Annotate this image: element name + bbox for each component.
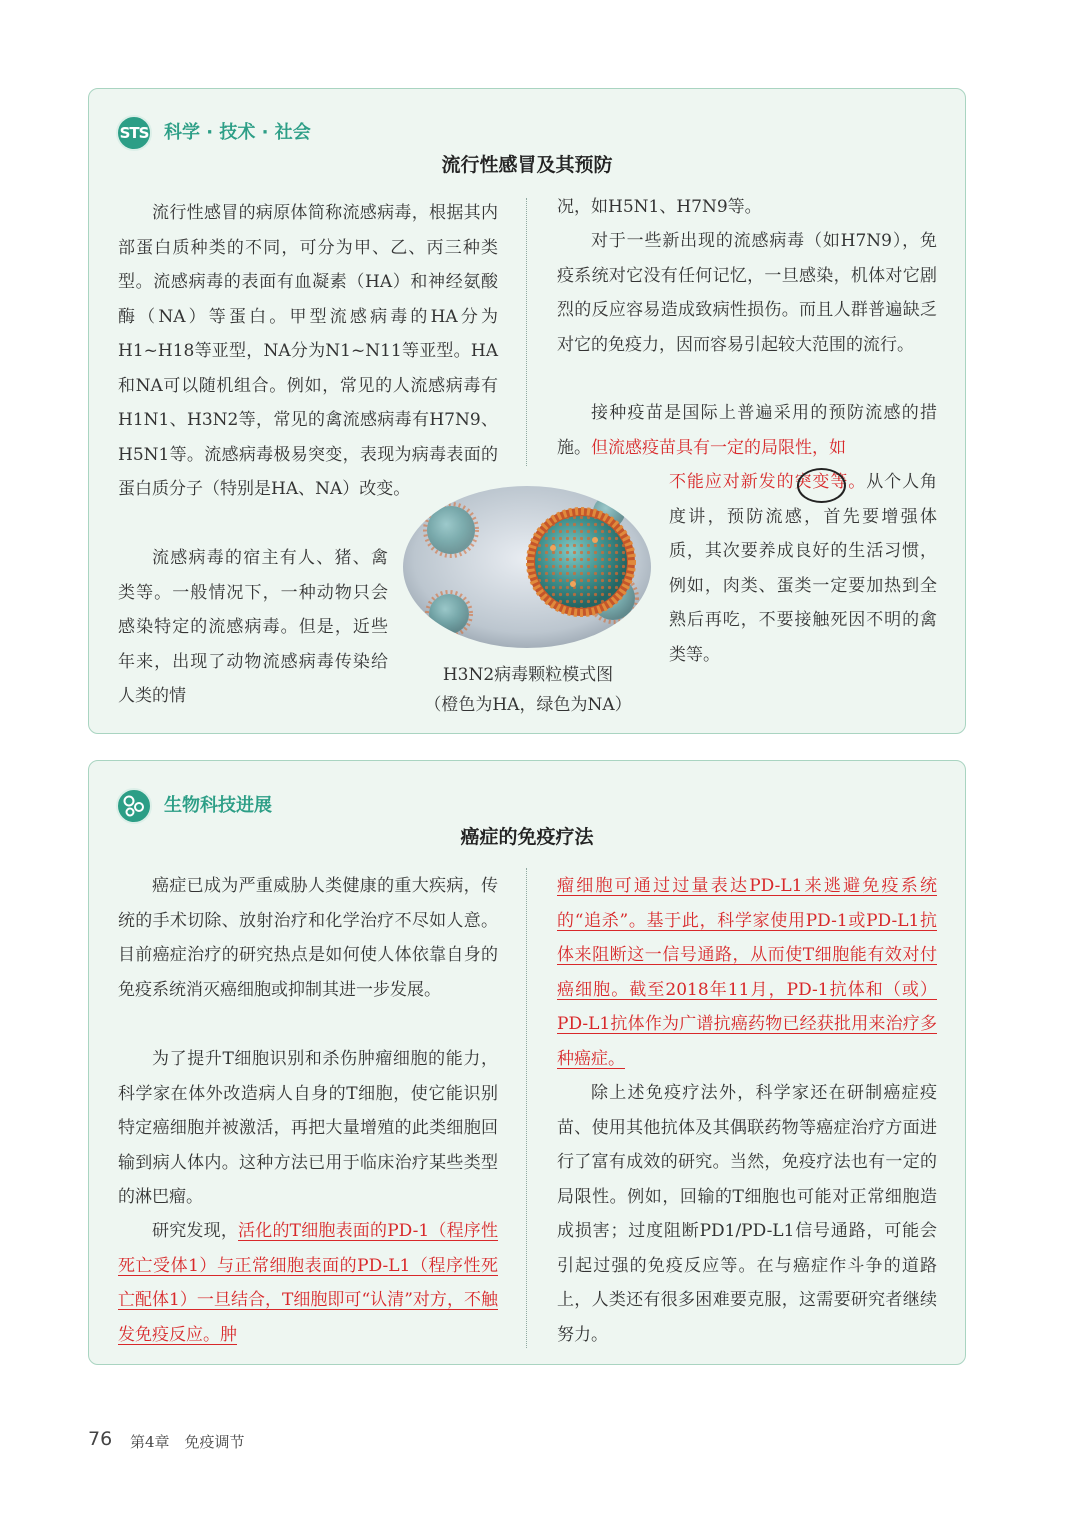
column-divider: [526, 868, 527, 1348]
article-title-flu: 流行性感冒及其预防: [441, 154, 613, 176]
cancer-right-paragraph-1: [557, 869, 937, 1076]
page-number: 76: [88, 1428, 113, 1450]
molecule-icon: [116, 788, 152, 824]
column-divider: [526, 198, 527, 466]
annotated-pd1-text: 活化的T细胞表面的PD-1（程序性死亡受体1）与正常细胞表面的PD-L1（程序性死亡配体1）一旦结合，T细胞即可“认清”对方，不触发免疫反应。肿: [118, 1221, 498, 1345]
prevention-advice-text: 从个人角度讲，预防流感，首先要增强体质，其次要养成良好的生活习惯，例如，肉类、蛋类一定要加热到全熟后再吃，不要接触死因不明的禽类等。: [669, 472, 938, 665]
annotated-mutation-text: 不能应对新发的突变等。: [669, 472, 867, 492]
h3n2-virus-illustration: [403, 486, 651, 648]
section-label-biotech: 生物科技进展: [164, 795, 272, 816]
cancer-right-paragraph-2: 除上述免疫疗法外，科学家还在研制癌症疫苗、使用其他抗体及其偶联药物等癌症治疗方面进行了富有成效的研究。当然，免疫疗法也有一定的局限性。例如，回输的T细胞也可能对正常细胞造成损害；过度阻断PD1/PD-L1信号通路，可能会引起过强的免疫反应等。在与癌症作斗争的道路上，人类还有很多困难要克服，这需要研究者继续努力。: [557, 1083, 937, 1345]
article-title-cancer: 癌症的免疫疗法: [460, 826, 594, 848]
figure-caption-title: H3N2病毒颗粒模式图: [442, 665, 614, 685]
cancer-left-paragraph-3: [118, 1214, 498, 1352]
annotated-pdl1-text: 瘤细胞可通过过量表达PD-L1来逃避免疫系统的“追杀”。基于此，科学家使用PD-1或PD-L1抗体来阻断这一信号通路，从而使T细胞能有效对付癌细胞。截至2018年11月，PD-1抗体和（或）PD-L1抗体作为广谱抗癌药物已经获批用来治疗多种癌症。: [557, 876, 937, 1069]
flu-right-paragraph-1: 况，如H5N1、H7N9等。: [557, 197, 762, 217]
cancer-left-paragraph-1: 癌症已成为严重威胁人类健康的重大疾病，传统的手术切除、放射治疗和化学治疗不尽如人意。目前癌症治疗的研究热点是如何使人体依靠自身的免疫系统消灭癌细胞或抑制其进一步发展。: [118, 876, 498, 1000]
sts-badge-icon: STS: [116, 115, 152, 151]
flu-left-paragraph-1: 流行性感冒的病原体简称流感病毒，根据其内部蛋白质种类的不同，可分为甲、乙、丙三种类型。流感病毒的表面有血凝素（HA）和神经氨酸酶（NA）等蛋白。甲型流感病毒的HA分为H1~H18等亚型，NA分为N1~N11等亚型。HA和NA可以随机组合。例如，常见的人流感病毒有H1N1、H3N2等，常见的禽流感病毒有H7N9、H5N1等。流感病毒极易突变，表现为病毒表面的蛋白质分子（特别是HA、NA）改变。: [118, 203, 498, 499]
handwritten-circle-mark: [797, 468, 846, 503]
research-intro-text: 研究发现，: [152, 1221, 239, 1241]
flu-right-paragraph-2: 对于一些新出现的流感病毒（如H7N9），免疫系统对它没有任何记忆，一旦感染，机体对它剧烈的反应容易造成致病性损伤。而且人群普遍缺乏对它的免疫力，因而容易引起较大范围的流行。: [557, 231, 937, 355]
flu-right-paragraph-3-top: [557, 396, 937, 465]
cancer-left-paragraph-2: 为了提升T细胞识别和杀伤肿瘤细胞的能力，科学家在体外改造病人自身的T细胞，使它能识别特定癌细胞并被激活，再把大量增殖的此类细胞回输到病人体内。这种方法已用于临床治疗某些类型的淋巴瘤。: [118, 1049, 498, 1207]
figure-caption-note: （橙色为HA，绿色为NA）: [424, 695, 632, 715]
chapter-title: 第4章 免疫调节: [130, 1433, 245, 1451]
section-label-sts: 科学 · 技术 · 社会: [164, 122, 311, 143]
flu-left-paragraph-2: 流感病毒的宿主有人、猪、禽类等。一般情况下，一种动物只会感染特定的流感病毒。但是，近些年来，出现了动物流感病毒传染给人类的情: [118, 548, 388, 706]
annotated-limitation-text: 但流感疫苗具有一定的局限性，如: [591, 437, 846, 458]
vaccine-sentence: 接种疫苗是国际上普遍采用的预防流感的措施。: [557, 403, 937, 458]
